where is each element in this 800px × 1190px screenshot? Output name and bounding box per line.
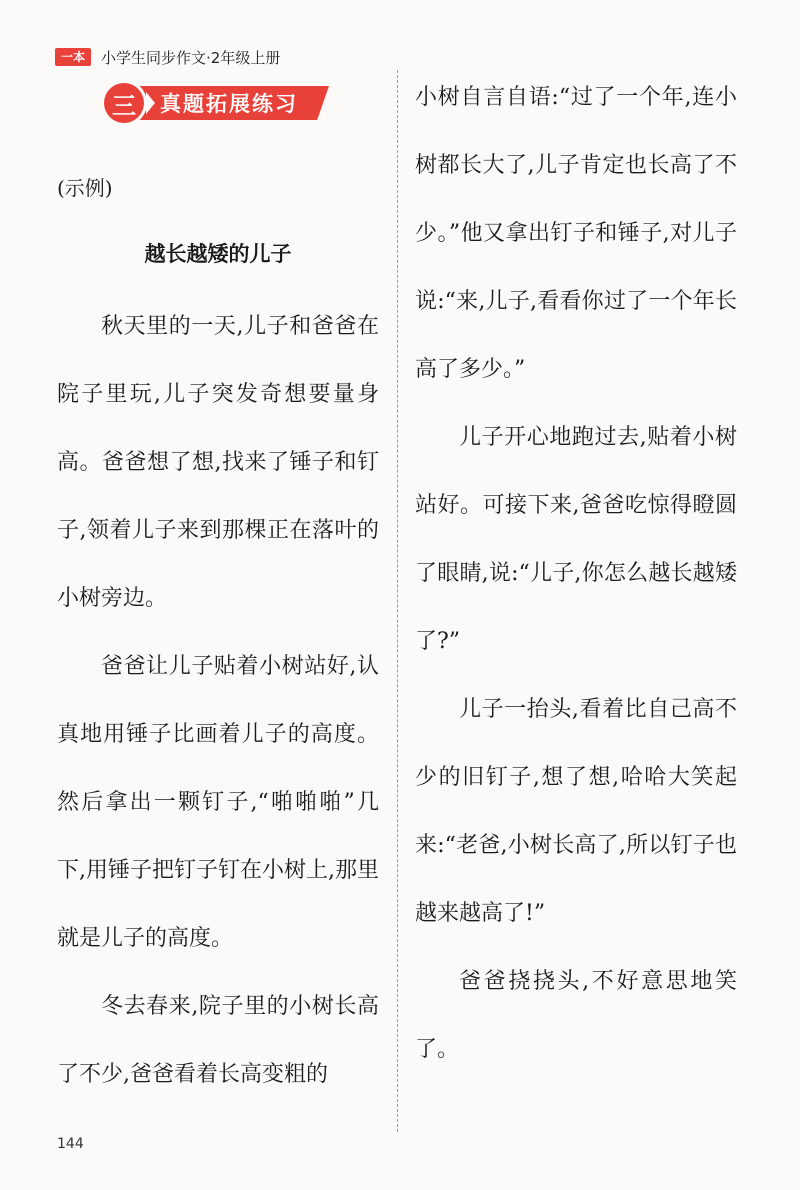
- paragraph: 冬去春来,院子里的小树长高了不少,爸爸看着长高变粗的: [57, 994, 379, 1087]
- paragraph: 秋天里的一天,儿子和爸爸在院子里玩,儿子突发奇想要量身高。爸爸想了想,找来了锤子和钉子,领着儿子来到那棵正在落叶的小树旁边。: [57, 314, 379, 611]
- paragraph: 爸爸让儿子贴着小树站好,认真地用锤子比画着儿子的高度。然后拿出一颗钉子,“啪啪啪”几下,用锤子把钉子钉在小树上,那里就是儿子的高度。: [57, 654, 379, 951]
- example-label: (示例): [57, 176, 113, 200]
- page-header: [55, 46, 280, 68]
- chevron-right-icon: [146, 92, 155, 114]
- essay-title: 越长越矮的儿子: [144, 241, 292, 266]
- paragraph: 儿子一抬头,看着比自己高不少的旧钉子,想了想,哈哈大笑起来:“老爸,小树长高了,所以钉子也越来越高了!”: [415, 697, 737, 926]
- paragraph: 儿子开心地跑过去,贴着小树站好。可接下来,爸爸吃惊得瞪圆了眼睛,说:“儿子,你怎么越长越矮了?”: [415, 425, 737, 654]
- section-title: 真题拓展练习: [160, 92, 298, 116]
- page-number: 144: [57, 1136, 84, 1152]
- paragraph: 爸爸挠挠头,不好意思地笑了。: [415, 969, 737, 1062]
- section-number-badge: 三: [104, 83, 144, 123]
- column-divider: [397, 70, 398, 1132]
- right-column: [415, 64, 737, 1084]
- book-title: 小学生同步作文·2年级上册: [101, 48, 281, 67]
- paragraph-continuation: 小树自言自语:“过了一个年,连小树都长大了,儿子肯定也长高了不少。”他又拿出钉子和锤子,对儿子说:“来,儿子,看看你过了一个年长高了多少。”: [415, 85, 737, 382]
- left-column: [57, 293, 379, 1109]
- section-banner: [104, 83, 329, 123]
- publisher-logo: 一本: [55, 48, 91, 66]
